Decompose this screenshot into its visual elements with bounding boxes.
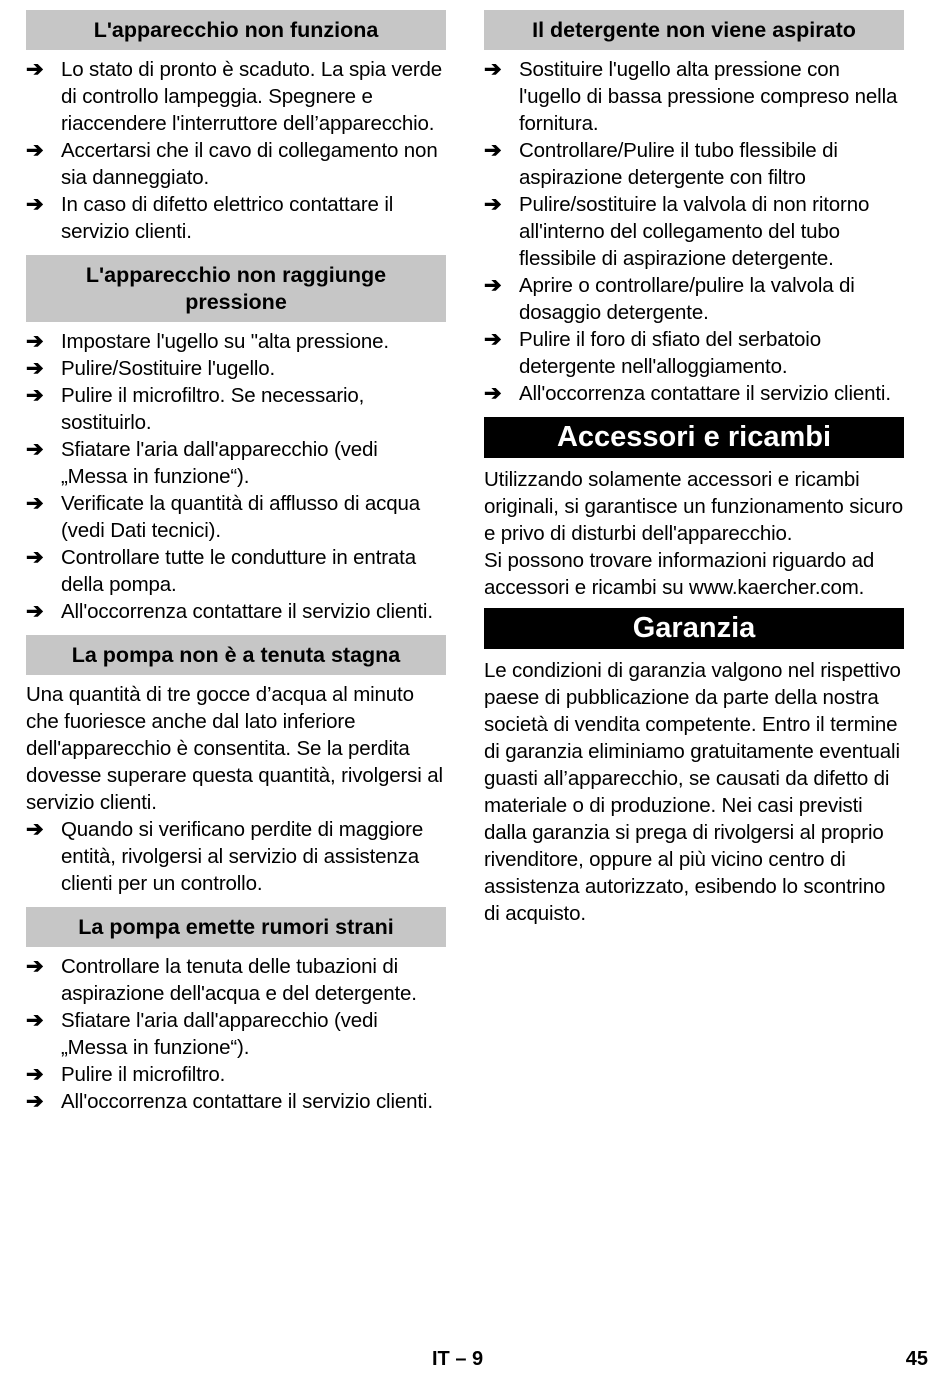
list-item <box>26 137 446 191</box>
page-number: 45 <box>905 1348 928 1370</box>
troubleshooting-list <box>26 56 446 245</box>
list-item-text: Sfiatare l'aria dall'apparecchio (vedi „Messa in funzione“). <box>61 438 378 488</box>
list-item <box>484 272 904 326</box>
arrow-right-icon: ➔ <box>26 1063 44 1086</box>
section-heading: Il detergente non viene aspirato <box>484 10 904 50</box>
section-heading: La pompa emette rumori strani <box>26 907 446 947</box>
list-item <box>484 137 904 191</box>
list-item <box>26 544 446 598</box>
section-heading: La pompa non è a tenuta stagna <box>26 635 446 675</box>
section-pump-leaking <box>26 635 446 897</box>
arrow-right-icon: ➔ <box>26 1009 44 1032</box>
arrow-right-icon: ➔ <box>26 492 44 515</box>
list-item-text: Sostituire l'ugello alta pressione con l'ugello di bassa pressione compreso nella fornitura. <box>519 58 898 135</box>
list-item <box>26 436 446 490</box>
body-paragraph: Si possono trovare informazioni riguardo ad accessori e ricambi su www.kaercher.com. <box>484 549 875 599</box>
arrow-right-icon: ➔ <box>26 330 44 353</box>
list-item-text: Controllare/Pulire il tubo flessibile di aspirazione detergente con filtro <box>519 139 838 189</box>
list-item-text: Accertarsi che il cavo di collegamento non sia danneggiato. <box>61 139 438 189</box>
list-item <box>26 1088 446 1115</box>
arrow-right-icon: ➔ <box>26 438 44 461</box>
list-item <box>26 490 446 544</box>
list-item-text: All'occorrenza contattare il servizio clienti. <box>519 382 891 405</box>
body-paragraph: Le condizioni di garanzia valgono nel rispettivo paese di pubblicazione da parte della nostra società di vendita competente. Entro il termine di garanzia eliminiamo gratuitamente eventuali guasti all’apparecchio, se causati da difetto di materiale o di produzione. Nei casi previsti dalla garanzia si prega di rivolgersi al proprio rivenditore, oppure al più vicino centro di assistenza autorizzato, esibendo lo scontrino di acquisto. <box>484 659 901 925</box>
list-item <box>26 56 446 137</box>
list-item-text: Pulire il microfiltro. Se necessario, sostituirlo. <box>61 384 365 434</box>
section-pump-noise <box>26 907 446 1115</box>
troubleshooting-list <box>484 56 904 407</box>
arrow-right-icon: ➔ <box>26 58 44 81</box>
left-column <box>26 10 446 1125</box>
arrow-right-icon: ➔ <box>484 328 502 351</box>
list-item-text: Lo stato di pronto è scaduto. La spia verde di controllo lampeggia. Spegnere e riaccendere l'interruttore dell’apparecchio. <box>61 58 443 135</box>
body-paragraph: Utilizzando solamente accessori e ricambi originali, si garantisce un funzionamento sicuro e privo di disturbi dell'apparecchio. <box>484 468 903 545</box>
arrow-right-icon: ➔ <box>26 955 44 978</box>
right-column <box>484 10 904 927</box>
section-no-pressure <box>26 255 446 625</box>
troubleshooting-list <box>26 816 446 897</box>
list-item-text: Pulire il foro di sfiato del serbatoio detergente nell'alloggiamento. <box>519 328 821 378</box>
list-item <box>26 1007 446 1061</box>
list-item-text: Sfiatare l'aria dall'apparecchio (vedi „Messa in funzione“). <box>61 1009 378 1059</box>
list-item-text: All'occorrenza contattare il servizio clienti. <box>61 1090 433 1113</box>
arrow-right-icon: ➔ <box>484 139 502 162</box>
troubleshooting-list <box>26 953 446 1115</box>
list-item <box>484 191 904 272</box>
section-detergent-not-sucked <box>484 10 904 407</box>
section-device-not-working <box>26 10 446 245</box>
list-item <box>26 355 446 382</box>
footer-language-code: IT – 9 <box>432 1348 484 1370</box>
list-item <box>26 1061 446 1088</box>
list-item-text: Quando si verificano perdite di maggiore entità, rivolgersi al servizio di assistenza clienti per un controllo. <box>61 818 424 895</box>
list-item-text: Aprire o controllare/pulire la valvola di dosaggio detergente. <box>519 274 855 324</box>
section-accessories <box>484 417 904 601</box>
list-item-text: Controllare tutte le condutture in entrata della pompa. <box>61 546 416 596</box>
chapter-heading: Accessori e ricambi <box>484 417 904 458</box>
list-item-text: In caso di difetto elettrico contattare il servizio clienti. <box>61 193 394 243</box>
list-item <box>26 328 446 355</box>
list-item <box>26 382 446 436</box>
list-item-text: Pulire il microfiltro. <box>61 1063 226 1086</box>
list-item <box>26 953 446 1007</box>
troubleshooting-list <box>26 328 446 625</box>
arrow-right-icon: ➔ <box>484 58 502 81</box>
list-item <box>484 380 904 407</box>
arrow-right-icon: ➔ <box>26 193 44 216</box>
arrow-right-icon: ➔ <box>484 193 502 216</box>
list-item <box>26 816 446 897</box>
arrow-right-icon: ➔ <box>484 382 502 405</box>
arrow-right-icon: ➔ <box>26 357 44 380</box>
section-heading: L'apparecchio non funziona <box>26 10 446 50</box>
list-item-text: All'occorrenza contattare il servizio clienti. <box>61 600 433 623</box>
arrow-right-icon: ➔ <box>484 274 502 297</box>
arrow-right-icon: ➔ <box>26 600 44 623</box>
list-item <box>484 56 904 137</box>
list-item-text: Impostare l'ugello su "alta pressione. <box>61 330 389 353</box>
list-item-text: Pulire/Sostituire l'ugello. <box>61 357 276 380</box>
body-paragraph: Una quantità di tre gocce d’acqua al minuto che fuoriesce anche dal lato inferiore dell'apparecchio è consentita. Se la perdita dovesse superare questa quantità, rivolgersi al servizio clienti. <box>26 683 443 814</box>
list-item-text: Verificate la quantità di afflusso di acqua (vedi Dati tecnici). <box>61 492 420 542</box>
arrow-right-icon: ➔ <box>26 546 44 569</box>
list-item <box>26 191 446 245</box>
arrow-right-icon: ➔ <box>26 139 44 162</box>
list-item-text: Pulire/sostituire la valvola di non ritorno all'interno del collegamento del tubo flessibile di aspirazione detergente. <box>519 193 870 270</box>
section-warranty <box>484 608 904 927</box>
arrow-right-icon: ➔ <box>26 1090 44 1113</box>
chapter-heading: Garanzia <box>484 608 904 649</box>
arrow-right-icon: ➔ <box>26 384 44 407</box>
arrow-right-icon: ➔ <box>26 818 44 841</box>
list-item-text: Controllare la tenuta delle tubazioni di aspirazione dell'acqua e del detergente. <box>61 955 417 1005</box>
section-heading: L'apparecchio non raggiunge pressione <box>26 255 446 322</box>
list-item <box>26 598 446 625</box>
list-item <box>484 326 904 380</box>
